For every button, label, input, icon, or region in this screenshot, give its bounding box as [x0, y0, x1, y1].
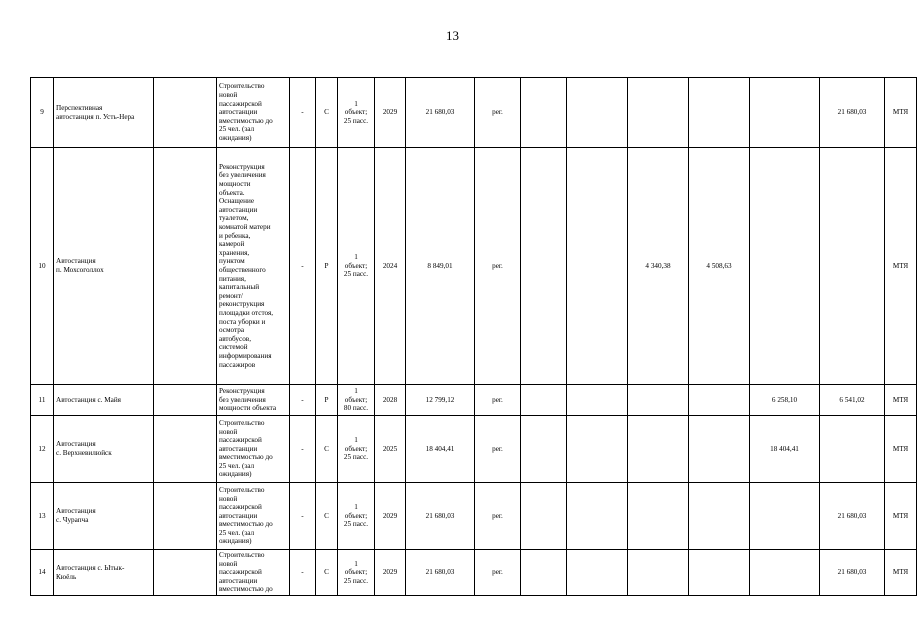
funding-col-3 — [628, 483, 689, 550]
total-cost: 12 799,12 — [406, 385, 475, 416]
funding-col-1 — [521, 483, 567, 550]
row-number: 13 — [31, 483, 54, 550]
object-name: Автостанция п. Мохсоголлох — [54, 148, 154, 385]
row-number: 14 — [31, 550, 54, 596]
capacity-cell: 1 объект; 25 пасс. — [338, 78, 375, 148]
capacity-cell: 1 объект; 80 пасс. — [338, 385, 375, 416]
funding-col-5 — [750, 148, 820, 385]
capacity-cell: 1 объект; 25 пасс. — [338, 483, 375, 550]
funding-col-1 — [521, 78, 567, 148]
empty-cell — [154, 550, 217, 596]
row-number: 10 — [31, 148, 54, 385]
completion-year: 2029 — [375, 78, 406, 148]
funding-col-4 — [689, 550, 750, 596]
table-row — [31, 148, 917, 385]
table-row — [31, 416, 917, 483]
responsible-body: МТЯ — [885, 416, 917, 483]
table-row — [31, 78, 917, 148]
funding-col-4 — [689, 78, 750, 148]
capacity-cell: 1 объект; 25 пасс. — [338, 550, 375, 596]
object-name: Автостанция с. Майя — [54, 385, 154, 416]
funding-col-2 — [567, 483, 628, 550]
work-type: С — [316, 78, 338, 148]
work-description: Реконструкция без увеличения мощности объекта — [217, 385, 290, 416]
funding-source: рег. — [475, 550, 521, 596]
funding-col-2 — [567, 148, 628, 385]
capacity-cell: 1 объект; 25 пасс. — [338, 416, 375, 483]
work-description: Реконструкция без увеличения мощности объекта. Оснащение автостанции туалетом, комнатой матери и ребенка, камерой хранения, пунктом общественного питания, капитальный ремонт/ реконструкция площадки отстоя, поста уборки и осмотра автобусов, системой информирования пассажиров — [217, 148, 290, 385]
work-description: Строительство новой пассажирской автостанции вместимостью до — [217, 550, 290, 596]
completion-year: 2028 — [375, 385, 406, 416]
funding-col-1 — [521, 416, 567, 483]
funding-source: рег. — [475, 483, 521, 550]
table-row — [31, 483, 917, 550]
funding-col-5: 6 258,10 — [750, 385, 820, 416]
object-name: Автостанция с. Верхневилюйск — [54, 416, 154, 483]
work-description: Строительство новой пассажирской автостанции вместимостью до 25 чел. (зал ожидания) — [217, 483, 290, 550]
funding-col-2 — [567, 550, 628, 596]
row-number: 12 — [31, 416, 54, 483]
work-type: С — [316, 416, 338, 483]
empty-cell — [154, 78, 217, 148]
funding-col-6: 21 680,03 — [820, 483, 885, 550]
page-number: 13 — [446, 28, 459, 43]
responsible-body: МТЯ — [885, 385, 917, 416]
work-type: С — [316, 483, 338, 550]
funding-col-2 — [567, 416, 628, 483]
empty-cell — [154, 483, 217, 550]
funding-col-1 — [521, 148, 567, 385]
empty-cell — [154, 148, 217, 385]
object-name: Автостанция с. Чурапча — [54, 483, 154, 550]
investment-table — [30, 77, 917, 596]
funding-col-1 — [521, 550, 567, 596]
funding-source: рег. — [475, 416, 521, 483]
funding-col-4 — [689, 416, 750, 483]
table-row — [31, 385, 917, 416]
completion-year: 2024 — [375, 148, 406, 385]
work-type: Р — [316, 385, 338, 416]
funding-source: рег. — [475, 148, 521, 385]
table-row — [31, 550, 917, 596]
responsible-body: МТЯ — [885, 78, 917, 148]
funding-col-6: 6 541,02 — [820, 385, 885, 416]
dash-cell: - — [290, 550, 316, 596]
funding-col-6: 21 680,03 — [820, 78, 885, 148]
empty-cell — [154, 385, 217, 416]
funding-source: рег. — [475, 385, 521, 416]
object-name: Автостанция с. Ытык- Кюёль — [54, 550, 154, 596]
total-cost: 8 849,01 — [406, 148, 475, 385]
row-number: 9 — [31, 78, 54, 148]
total-cost: 18 404,41 — [406, 416, 475, 483]
funding-col-3 — [628, 78, 689, 148]
funding-col-6 — [820, 148, 885, 385]
dash-cell: - — [290, 78, 316, 148]
funding-col-4 — [689, 385, 750, 416]
funding-col-4 — [689, 483, 750, 550]
completion-year: 2025 — [375, 416, 406, 483]
empty-cell — [154, 416, 217, 483]
work-type: Р — [316, 148, 338, 385]
funding-col-3 — [628, 550, 689, 596]
funding-col-4: 4 508,63 — [689, 148, 750, 385]
funding-col-5 — [750, 78, 820, 148]
responsible-body: МТЯ — [885, 483, 917, 550]
work-type: С — [316, 550, 338, 596]
funding-col-6 — [820, 416, 885, 483]
total-cost: 21 680,03 — [406, 78, 475, 148]
funding-source: рег. — [475, 78, 521, 148]
dash-cell: - — [290, 483, 316, 550]
funding-col-5: 18 404,41 — [750, 416, 820, 483]
work-description: Строительство новой пассажирской автостанции вместимостью до 25 чел. (зал ожидания) — [217, 416, 290, 483]
row-number: 11 — [31, 385, 54, 416]
dash-cell: - — [290, 416, 316, 483]
funding-col-2 — [567, 385, 628, 416]
object-name: Перспективная автостанция п. Усть-Нера — [54, 78, 154, 148]
responsible-body: МТЯ — [885, 148, 917, 385]
capacity-cell: 1 объект; 25 пасс. — [338, 148, 375, 385]
funding-col-6: 21 680,03 — [820, 550, 885, 596]
funding-col-5 — [750, 550, 820, 596]
completion-year: 2029 — [375, 483, 406, 550]
dash-cell: - — [290, 385, 316, 416]
funding-col-5 — [750, 483, 820, 550]
total-cost: 21 680,03 — [406, 483, 475, 550]
funding-col-3: 4 340,38 — [628, 148, 689, 385]
work-description: Строительство новой пассажирской автостанции вместимостью до 25 чел. (зал ожидания) — [217, 78, 290, 148]
funding-col-3 — [628, 416, 689, 483]
completion-year: 2029 — [375, 550, 406, 596]
responsible-body: МТЯ — [885, 550, 917, 596]
funding-col-3 — [628, 385, 689, 416]
funding-col-1 — [521, 385, 567, 416]
dash-cell: - — [290, 148, 316, 385]
total-cost: 21 680,03 — [406, 550, 475, 596]
funding-col-2 — [567, 78, 628, 148]
